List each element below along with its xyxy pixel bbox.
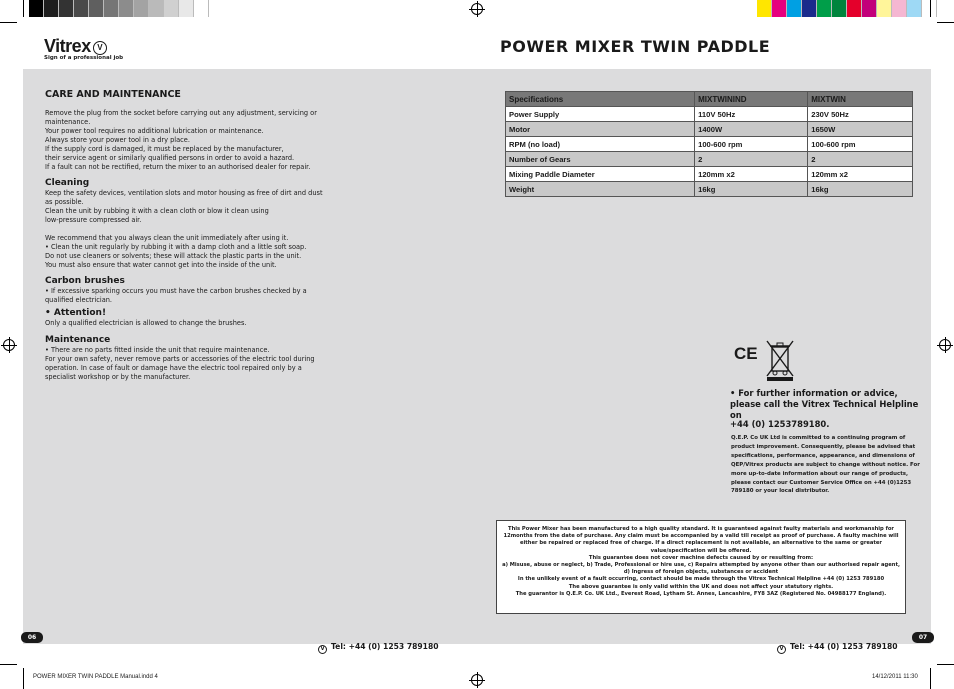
attention-text: Only a qualified electrician is allowed to change the brushes. (45, 319, 247, 327)
crop-mark (23, 0, 24, 17)
guarantee-line: This Power Mixer has been manufactured to a high quality standard. It is guaranteed against faulty materials and workmanship for 12months from the date of purchase. Any claim must be accompanied by a valid till receipt as proof of purchase. A faulty machine will either be repaired or replaced free of charge. If a direct replacement is not available, an alternative to the same or greater value/specification will be offered. (503, 526, 899, 554)
table-cell: 120mm x2 (695, 167, 808, 182)
weee-bin-icon (765, 338, 795, 382)
registration-mark-icon (471, 3, 483, 15)
carbon-brushes-heading: Carbon brushes (45, 276, 125, 286)
table-cell: Number of Gears (506, 152, 695, 167)
table-cell: 2 (808, 152, 913, 167)
crop-mark (930, 668, 931, 689)
guarantee-box (496, 520, 906, 614)
table-cell: 16kg (695, 182, 808, 197)
registration-mark-icon (3, 339, 15, 351)
color-swatch (104, 0, 119, 17)
table-header-cell: MIXTWININD (695, 92, 808, 107)
color-swatch (164, 0, 179, 17)
document-title: POWER MIXER TWIN PADDLE (500, 37, 771, 56)
table-cell: Weight (506, 182, 695, 197)
color-swatch (817, 0, 832, 17)
color-swatch (29, 0, 44, 17)
page-number-right: 07 (912, 632, 934, 643)
table-cell: 16kg (808, 182, 913, 197)
table-cell: Mixing Paddle Diameter (506, 167, 695, 182)
table-row (506, 182, 913, 197)
table-cell: 100-600 rpm (808, 137, 913, 152)
table-cell: 1650W (808, 122, 913, 137)
table-row (506, 122, 913, 137)
page-number-left: 06 (21, 632, 43, 643)
guarantee-line: This guarantee does not cover machine defects caused by or resulting from: (588, 554, 814, 561)
crop-mark (0, 664, 17, 665)
color-swatch (877, 0, 892, 17)
color-swatch (892, 0, 907, 17)
helpline-phone: +44 (0) 1253789180. (730, 419, 830, 429)
color-swatch (862, 0, 877, 17)
vitrex-v-icon: V (318, 645, 327, 654)
table-row (506, 107, 913, 122)
color-swatch (757, 0, 772, 17)
footer-date: 14/12/2011 11:30 (872, 674, 918, 680)
table-header-cell: MIXTWIN (808, 92, 913, 107)
footer-tel-right: V Tel: +44 (0) 1253 789180 (777, 642, 898, 654)
table-row (506, 137, 913, 152)
brand-tagline: Sign of a professional job (44, 55, 124, 61)
attention-heading: • Attention! (45, 308, 107, 318)
color-swatch (772, 0, 787, 17)
maintenance-text: • There are no parts fitted inside the unit that require maintenance. For your own safety, never remove parts or accessories of the electric tool during operation. In case of fault or damage have the electric tool repaired only by a specialist workshop or by the manufacturer. (45, 346, 315, 381)
color-swatch (802, 0, 817, 17)
color-swatch (847, 0, 862, 17)
color-swatch (179, 0, 194, 17)
color-swatch (119, 0, 134, 17)
guarantee-line: a) Misuse, abuse or neglect, b) Trade, Professional or hire use, c) Repairs attempted by anyone other than our authorised repair agent, d) Ingress of foreign objects, substances or accident (502, 562, 900, 576)
table-cell: Motor (506, 122, 695, 137)
footer-tel-left: V Tel: +44 (0) 1253 789180 (318, 642, 439, 654)
cleaning-heading: Cleaning (45, 178, 90, 188)
table-cell: 1400W (695, 122, 808, 137)
footer-filename: POWER MIXER TWIN PADDLE Manual.indd 4 (33, 674, 158, 680)
colorbar-right (757, 0, 937, 17)
table-cell: 230V 50Hz (808, 107, 913, 122)
cleaning-text: Keep the safety devices, ventilation slots and motor housing as free of dirt and dust as possible. Clean the unit by rubbing it with a clean cloth or blow it clean using low-pressure compressed air. We recommend that you always clean the unit immediately after using it. • Clean the unit regularly by rubbing it with a damp cloth and a little soft soap. Do not use cleaners or solvents; these will attack the plastic parts in the unit. You must also ensure that water cannot get into the inside of the unit. (45, 189, 323, 269)
guarantee-line: In the unlikely event of a fault occurring, contact should be made through the Vitrex Technical Helpline +44 (0) 1253 789180 (517, 576, 885, 583)
brand-logo: Vitrex V (44, 36, 107, 57)
color-swatch (787, 0, 802, 17)
table-cell: Power Supply (506, 107, 695, 122)
crop-mark (0, 22, 17, 23)
vitrex-v-icon: V (777, 645, 786, 654)
guarantee-line: The guarantor is Q.E.P. Co. UK Ltd., Everest Road, Lytham St. Annes, Lancashire, FY8 3AZ (Registered No. 04988177 England). (515, 590, 887, 597)
color-swatch (89, 0, 104, 17)
ce-mark-icon: CE (734, 344, 758, 363)
color-swatch (907, 0, 922, 17)
carbon-brushes-text: • If excessive sparking occurs you must have the carbon brushes checked by a qualified electrician. (45, 287, 307, 304)
table-cell: RPM (no load) (506, 137, 695, 152)
brand-v-icon: V (93, 41, 107, 55)
crop-mark (937, 664, 954, 665)
maintenance-heading: Maintenance (45, 335, 111, 345)
table-cell: 100-600 rpm (695, 137, 808, 152)
specifications-table (505, 91, 913, 197)
table-row (506, 167, 913, 182)
guarantee-line: The above guarantee is only valid within the UK and does not affect your statutory rights. (568, 583, 834, 590)
color-swatch (832, 0, 847, 17)
color-swatch (74, 0, 89, 17)
table-cell: 110V 50Hz (695, 107, 808, 122)
table-header-row (506, 92, 913, 107)
crop-mark (937, 22, 954, 23)
care-intro: Remove the plug from the socket before carrying out any adjustment, servicing or maintenance. Your power tool requires no additional lubrication or maintenance. Always store your power tool in a dry place. If the supply cord is damaged, it must be replaced by the manufacturer, their service agent or similarly qualified persons in order to avoid a hazard. If a fault can not be rectified, return the mixer to an authorised dealer for repair. (45, 109, 317, 171)
table-cell: 120mm x2 (808, 167, 913, 182)
colorbar-left (29, 0, 209, 17)
color-swatch (59, 0, 74, 17)
qep-notice: Q.E.P. Co UK Ltd is committed to a continuing program of product improvement. Consequently, please be advised that specifications, performance, appearance, and dimensions of QEP/Vitrex products are subject to change without notice. For more up-to-date information about our range of products, please contact our Customer Service Office on +44 (0)1253 789180 or your local distributor. (731, 435, 920, 495)
table-cell: 2 (695, 152, 808, 167)
table-header-cell: Specifications (506, 92, 695, 107)
table-row (506, 152, 913, 167)
care-heading: CARE AND MAINTENANCE (45, 89, 181, 100)
care-section (45, 89, 345, 382)
crop-mark (930, 0, 931, 17)
color-swatch (44, 0, 59, 17)
registration-mark-icon (471, 674, 483, 686)
helpline-text: • For further information or advice, please call the Vitrex Technical Helpline on (730, 388, 919, 420)
color-swatch (134, 0, 149, 17)
registration-mark-icon (939, 339, 951, 351)
color-swatch (149, 0, 164, 17)
color-swatch (194, 0, 209, 17)
crop-mark (23, 668, 24, 689)
